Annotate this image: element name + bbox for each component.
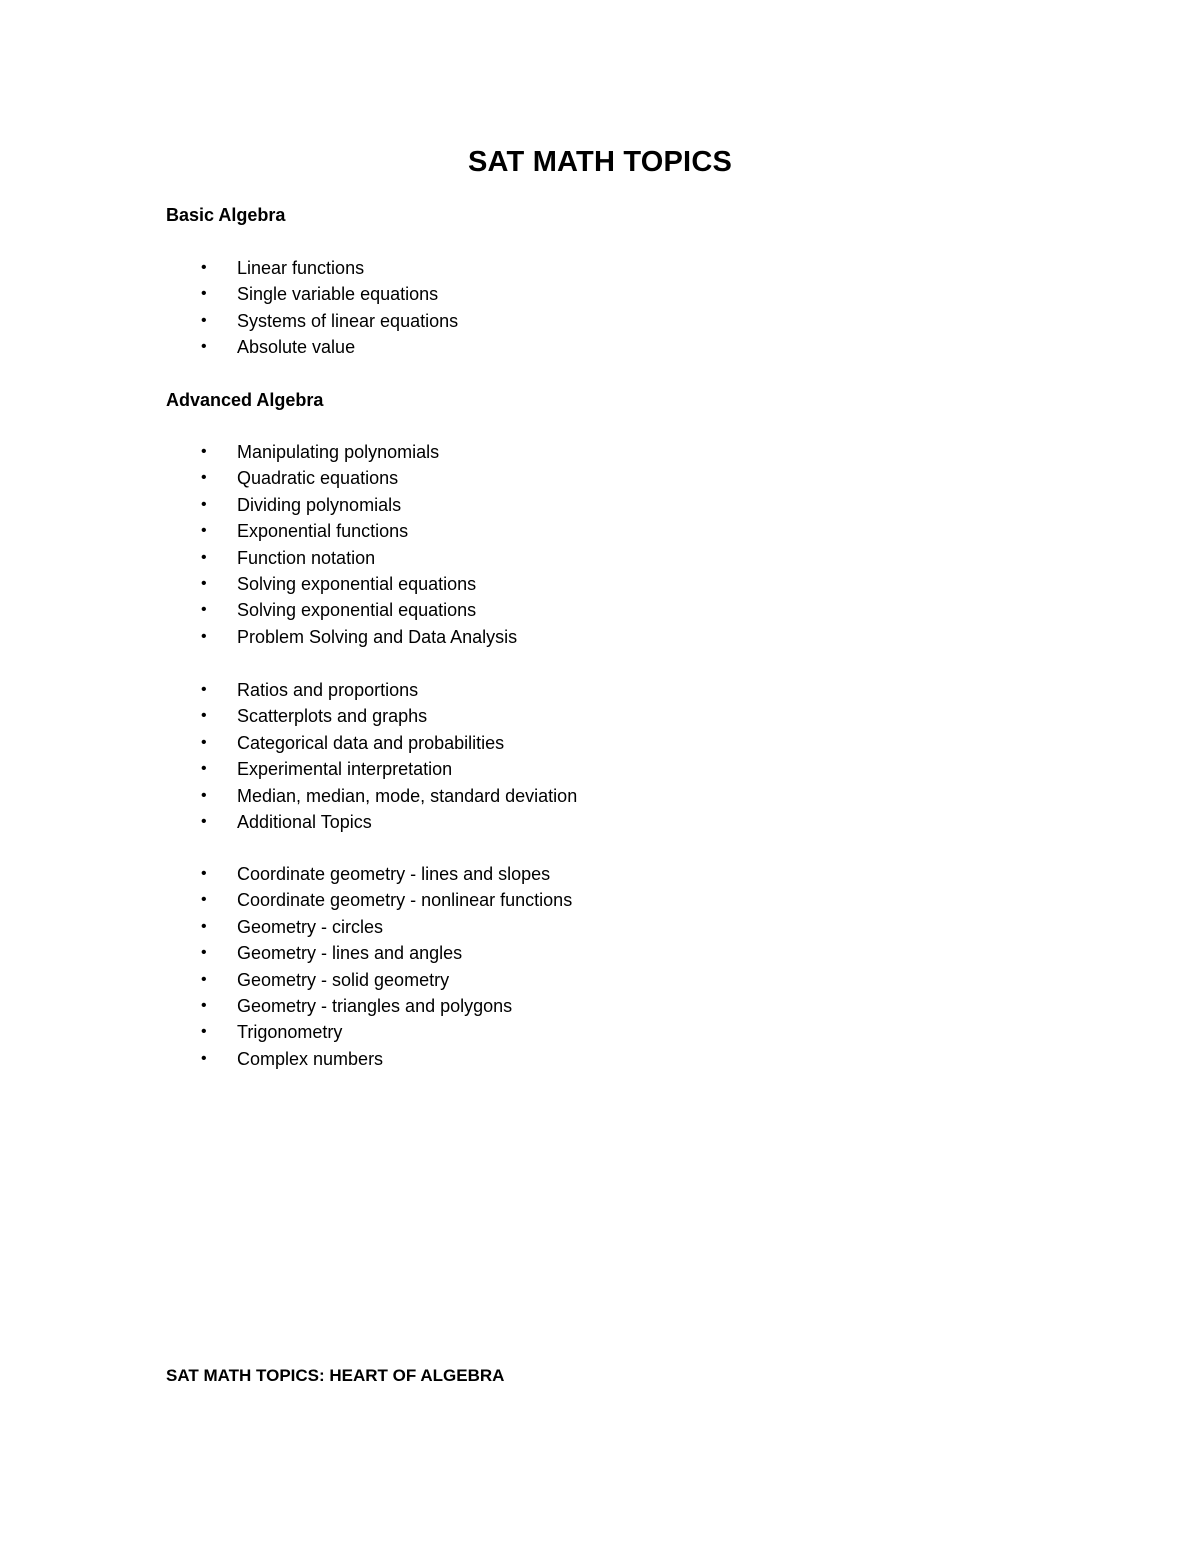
bullet-icon: •: [201, 760, 207, 778]
section-heading-basic-algebra: Basic Algebra: [166, 205, 286, 225]
bullet-icon: •: [201, 522, 207, 540]
bullet-icon: •: [201, 917, 207, 935]
bullet-icon: •: [201, 338, 207, 356]
bullet-icon: •: [201, 469, 207, 487]
bullet-icon: •: [201, 1023, 207, 1041]
bullet-icon: •: [201, 970, 207, 988]
section-heading-advanced-algebra: Advanced Algebra: [166, 390, 324, 410]
bullet-icon: •: [201, 627, 207, 645]
bullet-icon: •: [201, 259, 207, 276]
bullet-icon: •: [201, 601, 207, 619]
page-title: SAT MATH TOPICS: [468, 146, 732, 178]
bullet-icon: •: [201, 865, 207, 882]
bullet-icon: •: [201, 707, 207, 725]
document-page: SAT MATH TOPICS Basic Algebra • Linear functions • Single variable equations • Systems of linear equations • Absolute value Advanced Algebra • Manipulating polynomials • Quadratic equations • Dividing polynomials • Exponential functions • Function notation • Solving exponential equations • Solving exponential equations • Problem Solving and Data Analysis • Ratios and proportions • Scatterplots and graphs • Categorical data and probabilities • Experimental interpretation • Median, median, mode, standard deviation • Additional Topics • Coordinate geometry - lines and slopes • Coordinate geometry - nonlinear functions • Geometry - circles • Geometry - lines and angles • Geometry - solid geometry • Geometry - triangles and polygons • Trigonometry • Complex numbers SAT MATH TOPICS: HEART OF ALGEBRA: [0, 0, 1200, 1553]
bullet-icon: •: [201, 548, 207, 566]
bullet-icon: •: [201, 786, 207, 804]
bullet-icon: •: [201, 311, 207, 329]
footer-heading: SAT MATH TOPICS: HEART OF ALGEBRA: [166, 1366, 505, 1385]
bullet-icon: •: [201, 1049, 207, 1067]
bullet-icon: •: [201, 944, 207, 962]
bullet-icon: •: [201, 996, 207, 1014]
bullet-icon: •: [201, 891, 207, 909]
bullet-icon: •: [201, 812, 207, 830]
bullet-icon: •: [201, 495, 207, 513]
bullet-icon: •: [201, 285, 207, 303]
bullet-icon: •: [201, 733, 207, 751]
bullet-icon: •: [201, 681, 207, 698]
bullet-icon: •: [201, 443, 207, 460]
bullet-icon: •: [201, 574, 207, 592]
